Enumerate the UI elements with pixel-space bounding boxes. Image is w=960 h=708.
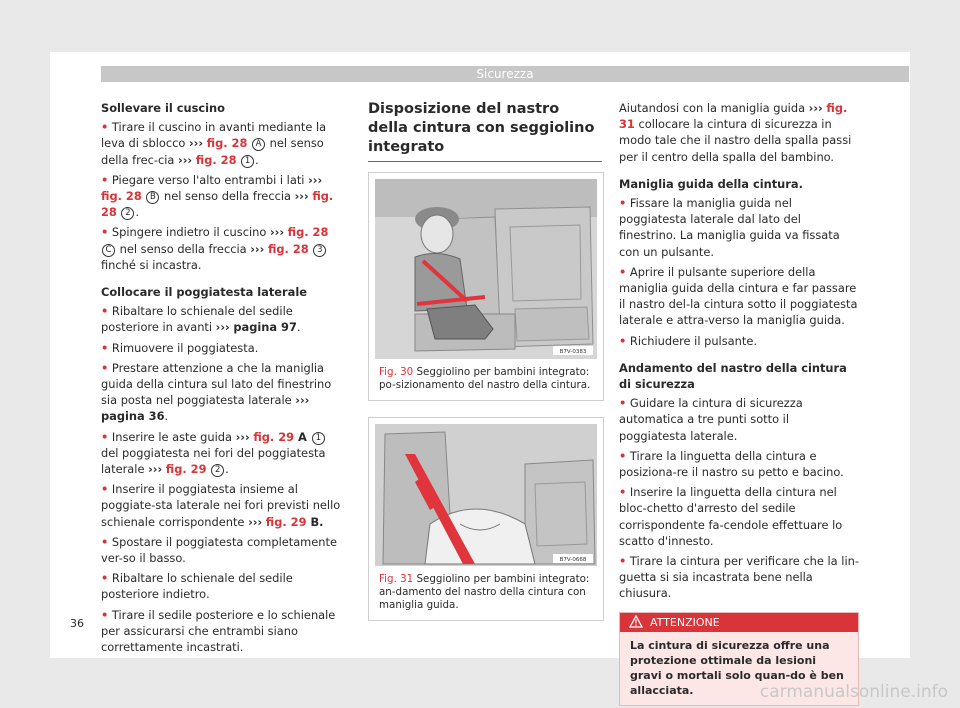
heading-andamento: Andamento del nastro della cintura di sicurezza [619,360,847,392]
belt-guide-illustration [375,424,597,566]
list-item: • Rimuovere il poggiatesta. [101,340,259,355]
list-item: • Spostare il poggiatesta completamente ver-so il basso. [101,534,337,566]
list-item: • Tirare la cintura per verificare che la lin-guetta si sia incastrata bene nella chiusura. [619,554,859,601]
warning-icon [629,615,643,628]
page-link[interactable]: pagina 97 [233,320,297,335]
figure-30 [368,172,604,401]
fig-link[interactable]: fig. 28 [267,241,309,256]
watermark: carmanualsonline.info [759,682,948,702]
page-link[interactable]: pagina 36 [101,409,165,424]
figure-code: B7V-0383 [559,349,587,355]
badge-c: C [102,244,115,257]
list-item: • Piegare verso l'alto entrambi i lati ››› fig. 28 B nel senso della freccia ››› fig. 28 2 . [101,172,334,220]
section-header: Sicurezza [101,66,909,82]
heading-sollevare: Sollevare il cuscino [101,101,225,115]
figure-caption: Fig. 31 Seggiolino per bambini integrato: an-damento del nastro della cintura con maniglia guida. [379,573,590,611]
fig-link[interactable]: fig. 28 [206,136,248,151]
fig-link[interactable]: fig. 28 [101,189,142,204]
list-item: • Tirare il sedile posteriore e lo schienale per assicurarsi che entrambi siano correttamente incastrati. [101,607,336,655]
figure-caption: Fig. 30 Seggiolino per bambini integrato: po-sizionamento del nastro della cintura. [379,366,591,391]
paragraph: Aiutandosi con la maniglia guida ››› fig. 31 collocare la cintura di sicurezza in modo tale che il nastro della spalla passi per il centro della spalla del bambino. [619,101,852,164]
list-item: • Fissare la maniglia guida nel poggiatesta laterale dal lato del finestrino. La maniglia guida va fissata con un pulsante. [619,196,840,259]
child-seat-belt-illustration [375,179,597,359]
list-item: • Guidare la cintura di sicurezza automatica a tre punti sotto il poggiatesta laterale. [619,396,803,443]
warning-header: ATTENZIONE [620,613,858,632]
list-item: • Aprire il pulsante superiore della maniglia guida della cintura e far passare il nastro del-la cintura sotto il poggiatesta laterale e attra-verso la maniglia guida. [619,264,858,328]
fig-link[interactable]: fig. 29 [253,429,295,444]
fig-link[interactable]: fig. 31 [619,101,848,132]
fig-link[interactable]: fig. 29 [265,514,307,529]
badge-2: 2 [211,464,224,477]
list-item: • Tirare il cuscino in avanti mediante la leva di sblocco ››› fig. 28 A nel senso della frec-cia ››› fig. 28 1 . [101,120,327,167]
page-number: 36 [70,617,84,630]
warning-text: La cintura di sicurezza offre una protezione ottimale da lesioni gravi o mortali solo quan-do è ben allacciata. [620,632,858,705]
badge-3: 3 [313,244,326,257]
list-item: • Ribaltare lo schienale del sedile posteriore in avanti ››› pagina 97. [101,304,301,335]
fig-link[interactable]: fig. 29 [165,462,207,477]
fig-link[interactable]: fig. 28 [287,225,329,240]
fig-link[interactable]: fig. 28 [101,189,334,220]
heading-maniglia: Maniglia guida della cintura. [619,176,803,191]
figure-31 [368,417,604,621]
figure-code: B7V-0668 [559,557,587,563]
heading-collocare: Collocare il poggiatesta laterale [101,285,307,300]
column-left [101,100,341,659]
list-item: • Inserire la linguetta della cintura nel bloc-chetto d'arresto del sedile corrispondente fa-cendole effettuare lo scatto d'innesto. [619,485,843,548]
column-right [619,100,859,706]
list-item: • Inserire il poggiatesta insieme al poggiate-sta laterale nei fori previsti nello schienale corrispondente ››› fig. 29 B. [101,482,341,529]
column-middle [368,100,602,621]
section-title: Disposizione del nastro della cintura con seggiolino integrato [368,100,602,162]
fig-link[interactable]: fig. 28 [195,152,237,167]
badge-2: 2 [121,207,134,220]
list-item: • Ribaltare lo schienale del sedile posteriore indietro. [101,571,293,602]
badge-b: B [146,191,159,204]
list-item: • Spingere indietro il cuscino ››› fig. 28 C nel senso della freccia ››› fig. 28 3 finché si incastra. [101,225,329,272]
badge-1: 1 [241,155,254,168]
list-item: • Prestare attenzione a che la maniglia guida della cintura sul lato del finestrino sia posta nel poggiatesta laterale ››› pagina 36. [101,360,332,424]
badge-1: 1 [312,432,325,445]
list-item: • Inserire le aste guida ››› fig. 29 A 1 del poggiatesta nei fori del poggiatesta laterale ››› fig. 29 2 . [101,429,326,477]
list-item: • Richiudere il pulsante. [619,333,757,348]
list-item: • Tirare la linguetta della cintura e posiziona-re il nastro su petto e bacino. [619,448,844,480]
badge-a: A [252,138,265,151]
